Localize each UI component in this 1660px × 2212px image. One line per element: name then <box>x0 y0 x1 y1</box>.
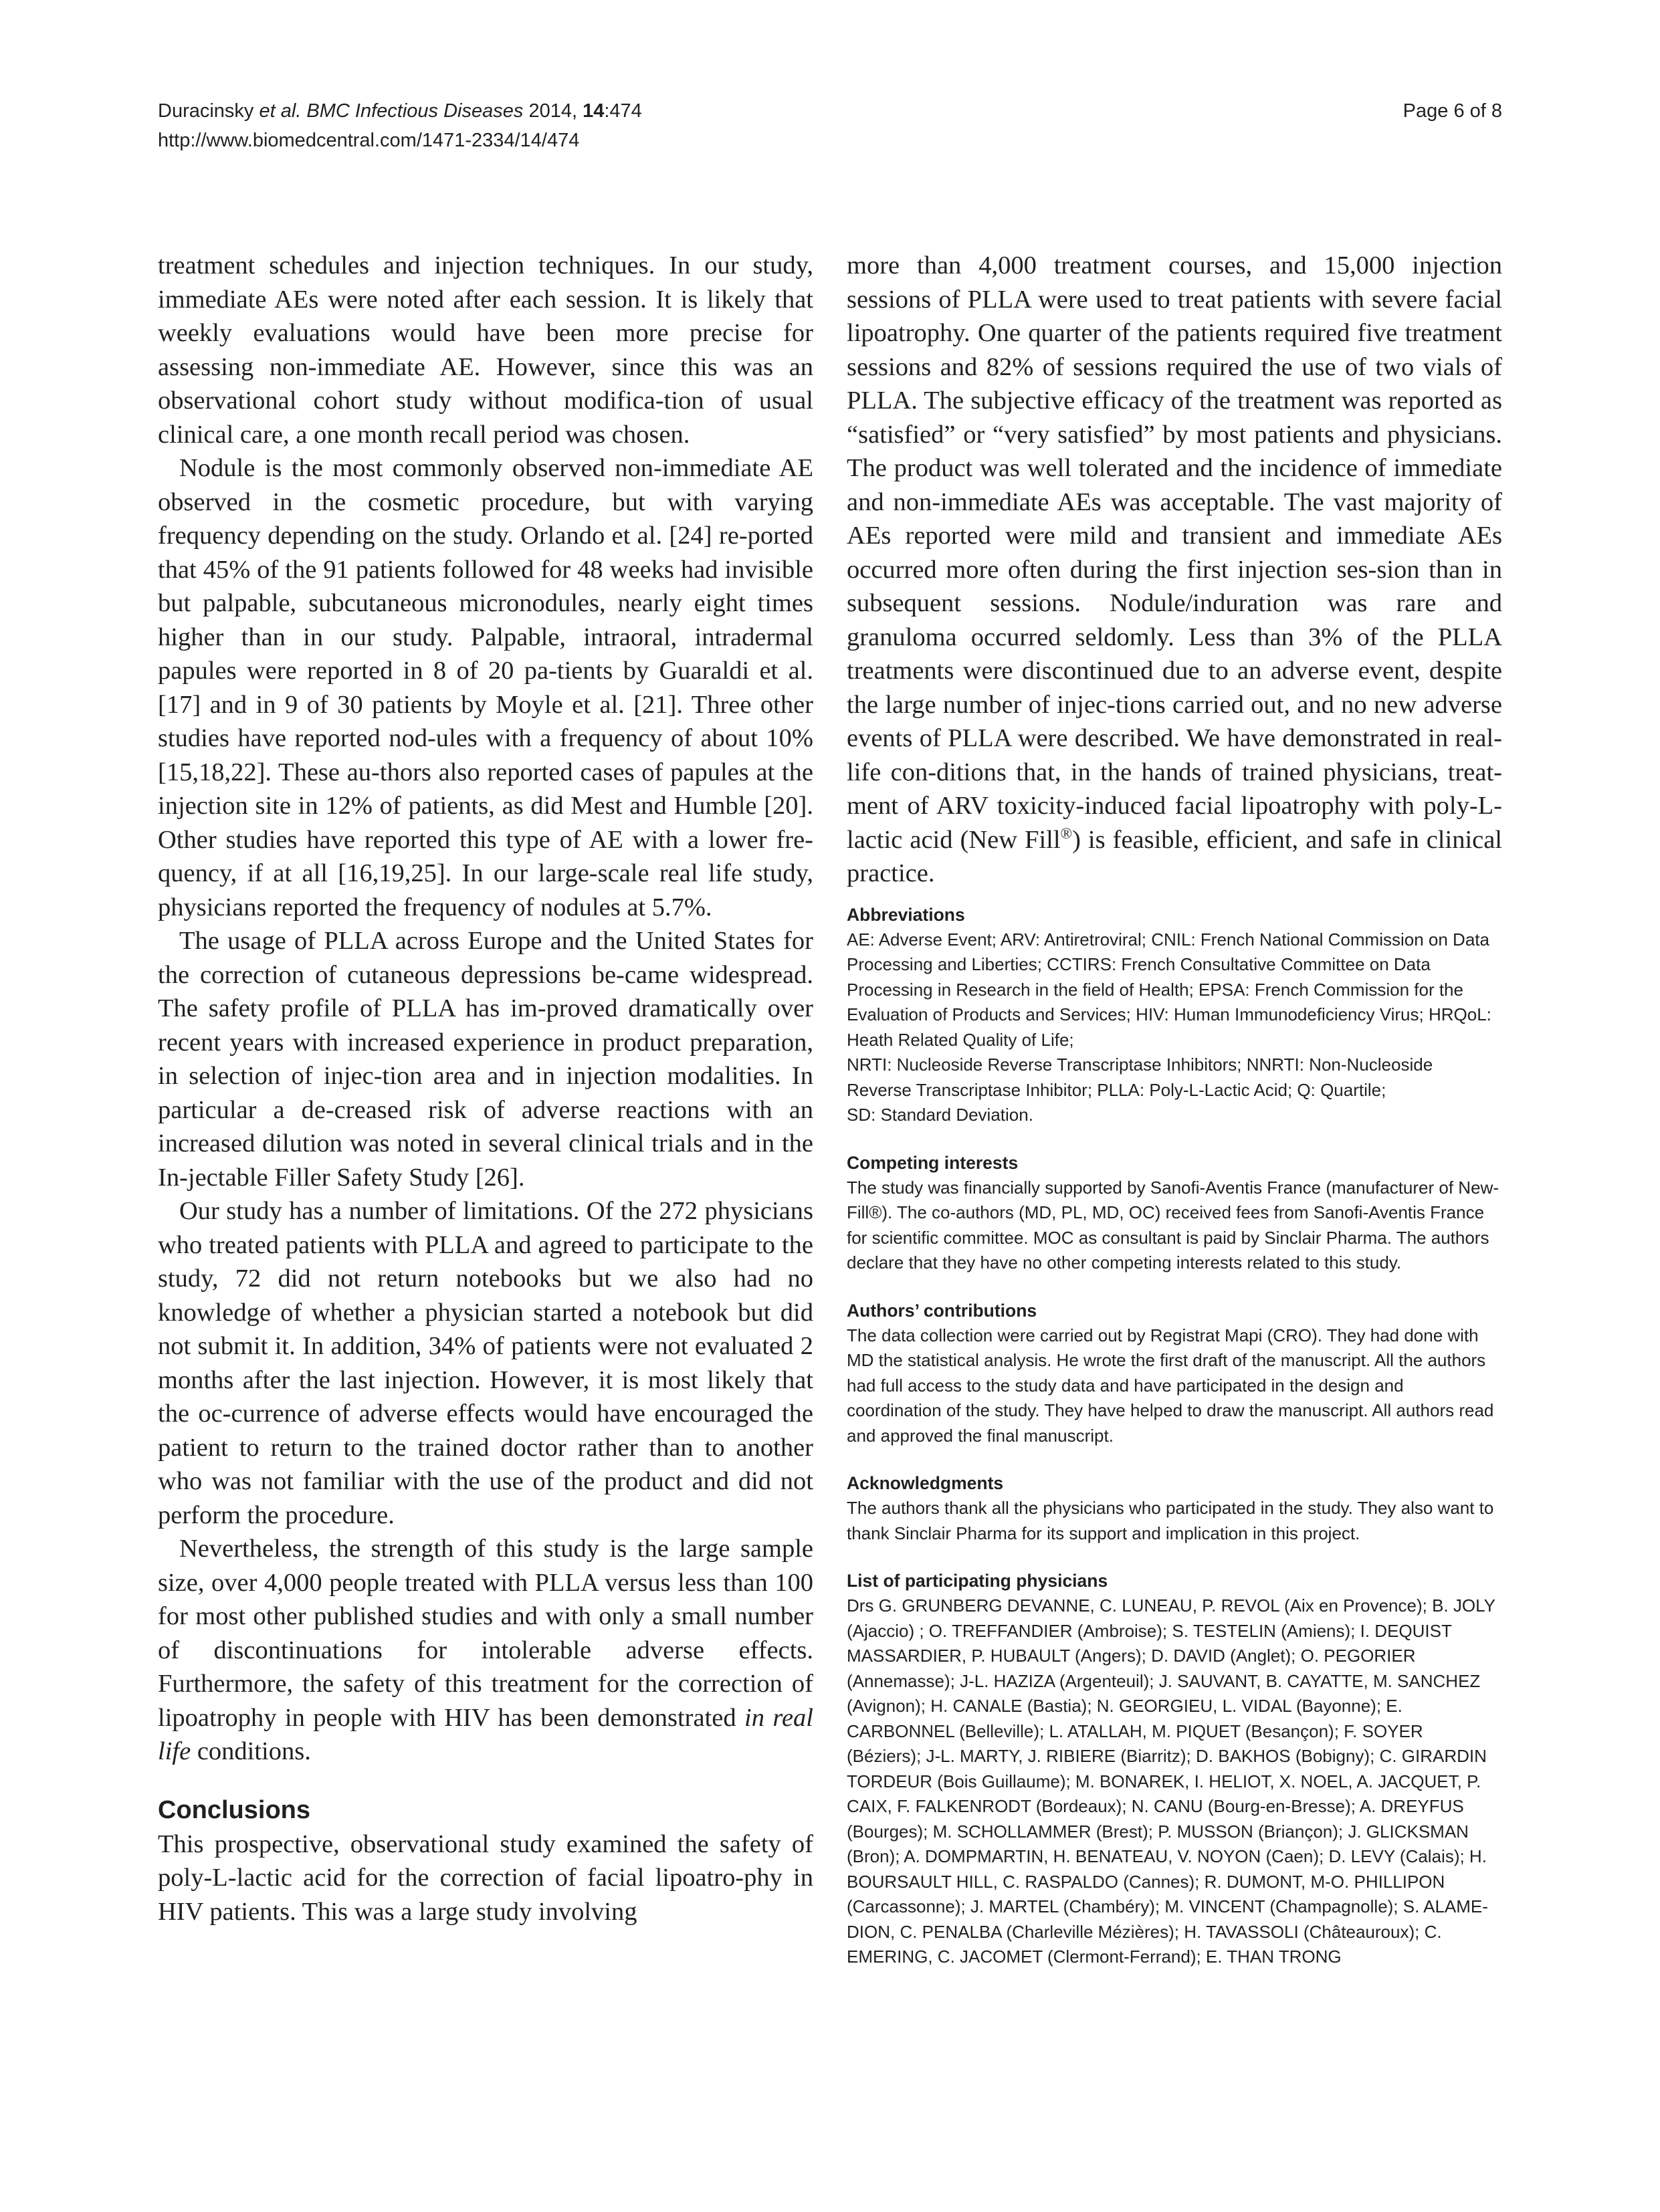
competing-interests-text: The study was financially supported by Sanofi-Aventis France (manufacturer of New-Fill®). The co-authors (MD, PL, MD, OC) received fees from Sanofi-Aventis France for scientific committee. MOC as consultant is paid by Sinclair Pharma. The authors declare that they have no other competing interests related to this study. <box>847 1177 1499 1273</box>
citation-article: :474 <box>604 100 642 122</box>
paragraph-4: Our study has a number of limitations. Of the 272 physicians who treated patients with PLLA and agreed to participate to the study, 72 did not return notebooks but we also had no knowledge of whether a physician started a notebook but did not submit it. In addition, 34% of patients were not evaluated 2 months after the last injection. However, it is most likely that the oc-currence of adverse effects would have encouraged the patient to return to the trained doctor rather than to another who was not familiar with the use of the product and did not perform the procedure. <box>158 1197 813 1529</box>
citation-line <box>158 96 642 126</box>
conclusions-heading: Conclusions <box>158 1795 311 1824</box>
paragraph-5-text: Nevertheless, the strength of this study is the large sample size, over 4,000 people treated with PLLA versus less than 100 for most other published studies and with only a small number of discontinuations for intolerable adverse effects. Furthermore, the safety of this treatment for the correction of lipoatrophy in people with HIV has been demonstrated <box>158 1535 813 1732</box>
conclusions-continued <box>847 249 1502 891</box>
article-url-link[interactable]: http://www.biomedcentral.com/1471-2334/14/474 <box>158 130 580 151</box>
registered-mark: ® <box>1060 824 1073 842</box>
abbreviations-text-2: NRTI: Nucleoside Reverse Transcriptase Inhibitors; NNRTI: Non-Nucleoside Reverse Transcriptase Inhibitor; PLLA: Poly-L-Lactic Acid; Q: Quartile; <box>847 1055 1433 1100</box>
left-column <box>158 249 813 1928</box>
right-column <box>847 249 1502 1993</box>
authors-contributions-section <box>847 1299 1502 1449</box>
paragraph-5-italic: in real life <box>158 1703 813 1765</box>
authors-contributions-text: The data collection were carried out by Registrat Mapi (CRO). They had done with MD the statistical analysis. He wrote the first draft of the manuscript. All the authors had full access to the study data and have participated in the design and coordination of the study. They have helped to draw the manuscript. All authors read and approved the final manuscript. <box>847 1325 1494 1446</box>
physicians-heading: List of participating physicians <box>847 1571 1108 1591</box>
abbreviations-section <box>847 903 1502 1128</box>
paragraph-5 <box>158 1532 813 1769</box>
physicians-text: Drs G. GRUNBERG DEVANNE, C. LUNEAU, P. REVOL (Aix en Provence); B. JOLY (Ajaccio) ; O. TREFFANDIER (Ambroise); S. TESTELIN (Amiens); I. DEQUIST MASSARDIER, P. HUBAULT (Angers); D. DAVID (Anglet); O. PEGORIER (Annemasse); J-L. HAZIZA (Argenteuil); J. SAUVANT, B. CAYATTE, M. SANCHEZ (Avignon); H. CANALE (Bastia); N. GEORGIEU, L. VIDAL (Bayonne); E. CARBONNEL (Belleville); L. ATALLAH, M. PIQUET (Besançon); F. SOYER (Béziers); J-L. MARTY, J. RIBIERE (Biarritz); D. BAKHOS (Bobigny); C. GIRARDIN TORDEUR (Bois Guillaume); M. BONAREK, I. HELIOT, X. NOEL, A. JACQUET, P. CAIX, F. FALKENRODT (Bordeaux); N. CANU (Bourg-en-Bresse); A. DREYFUS (Bourges); M. SCHOLLAMMER (Brest); P. MUSSON (Briançon); J. GLICKSMAN (Bron); A. DOMPMARTIN, H. BENATEAU, V. NOYON (Caen); D. LEVY (Calais); H. BOURSAULT HILL, C. RASPALDO (Cannes); R. DUMONT, M-O. PHILLIPON (Carcassonne); J. MARTEL (Chambéry); M. VINCENT (Champagnolle); S. ALAME-DION, C. PENALBA (Charleville Mézières); H. TAVASSOLI (Châteauroux); C. EMERING, C. JACOMET (Clermont-Ferrand); E. THAN TRONG <box>847 1595 1495 1967</box>
citation-authors: Duracinsky <box>158 100 260 122</box>
paragraph-3: The usage of PLLA across Europe and the United States for the correction of cutaneous depressions be-came widespread. The safety profile of PLLA has im-proved dramatically over recent years with increased experience in product preparation, in selection of injec-tion area and in injection modalities. In particular a de-creased risk of adverse reactions with an increased dilution was noted in several clinical trials and in the In-jectable Filler Safety Study [26]. <box>158 927 813 1192</box>
page-number: Page 6 of 8 <box>1403 100 1502 122</box>
paragraph-5-end: conditions. <box>191 1737 311 1765</box>
citation-block <box>158 96 642 155</box>
citation-journal: BMC Infectious Diseases <box>301 100 524 122</box>
abbreviations-heading: Abbreviations <box>847 904 965 925</box>
acknowledgments-heading: Acknowledgments <box>847 1473 1004 1493</box>
competing-interests-section <box>847 1151 1502 1276</box>
paragraph-1: treatment schedules and injection techniques. In our study, immediate AEs were noted after each session. It is likely that weekly evaluations would have been more precise for assessing non-immediate AE. However, since this was an observational cohort study without modifica-tion of usual clinical care, a one month recall period was chosen. <box>158 251 813 449</box>
abbreviations-text-3: SD: Standard Deviation. <box>847 1105 1033 1125</box>
competing-interests-heading: Competing interests <box>847 1152 1019 1173</box>
citation-etal: et al. <box>259 100 302 122</box>
conclusions-paragraph: This prospective, observational study examined the safety of poly-L-lactic acid for the correction of facial lipoatro-phy in HIV patients. This was a large study involving <box>158 1830 813 1926</box>
conclusions-continued-text: more than 4,000 treatment courses, and 15,000 injection sessions of PLLA were used to treat patients with severe facial lipoatrophy. One quarter of the patients required five treatment sessions and 82% of sessions required the use of two vials of PLLA. The subjective efficacy of the treatment was reported as “satisfied” or “very satisfied” by most patients and physicians. The product was well tolerated and the incidence of immediate and non-immediate AEs was acceptable. The vast majority of AEs reported were mild and transient and immediate AEs occurred more often during the first injection ses-sion than in subsequent sessions. Nodule/induration was rare and granuloma occurred seldomly. Less than 3% of the PLLA treatments were discontinued due to an adverse event, despite the large number of injec-tions carried out, and no new adverse events of PLLA were described. We have demonstrated in real-life con-ditions that, in the hands of trained physicians, treat-ment of ARV toxicity-induced facial lipoatrophy with poly-L-lactic acid (New Fill <box>847 251 1502 854</box>
acknowledgments-text: The authors thank all the physicians who participated in the study. They also want to thank Sinclair Pharma for its support and implication in this project. <box>847 1498 1494 1543</box>
authors-contributions-heading: Authors’ contributions <box>847 1300 1037 1321</box>
abbreviations-text-1: AE: Adverse Event; ARV: Antiretroviral; CNIL: French National Commission on Data Processing and Liberties; CCTIRS: French Consultative Committee on Data Processing in Research in the field of Health; EPSA: French Commission for the Evaluation of Products and Services; HIV: Human Immunodeficiency Virus; HRQoL: Heath Related Quality of Life; <box>847 929 1491 1050</box>
paragraph-2: Nodule is the most commonly observed non-immediate AE observed in the cosmetic procedure, but with varying frequency depending on the study. Orlando et al. [24] re-ported that 45% of the 91 patients followed for 48 weeks had invisible but palpable, subcutaneous micronodules, nearly eight times higher than in our study. Palpable, intraoral, intradermal papules were reported in 8 of 20 pa-tients by Guaraldi et al. [17] and in 9 of 30 patients by Moyle et al. [21]. Three other studies have reported nod-ules with a frequency of about 10% [15,18,22]. These au-thors also reported cases of papules at the injection site in 12% of patients, as did Mest and Humble [20]. Other studies have reported this type of AE with a lower fre-quency, if at all [16,19,25]. In our large-scale real life study, physicians reported the frequency of nodules at 5.7%. <box>158 454 813 921</box>
physicians-section <box>847 1569 1502 1970</box>
citation-volume: 14 <box>583 100 605 122</box>
acknowledgments-section <box>847 1471 1502 1546</box>
conclusions-continued-end: ) is feasible, efficient, and safe in clinical practice. <box>847 825 1503 887</box>
citation-year: 2014, <box>523 100 583 122</box>
